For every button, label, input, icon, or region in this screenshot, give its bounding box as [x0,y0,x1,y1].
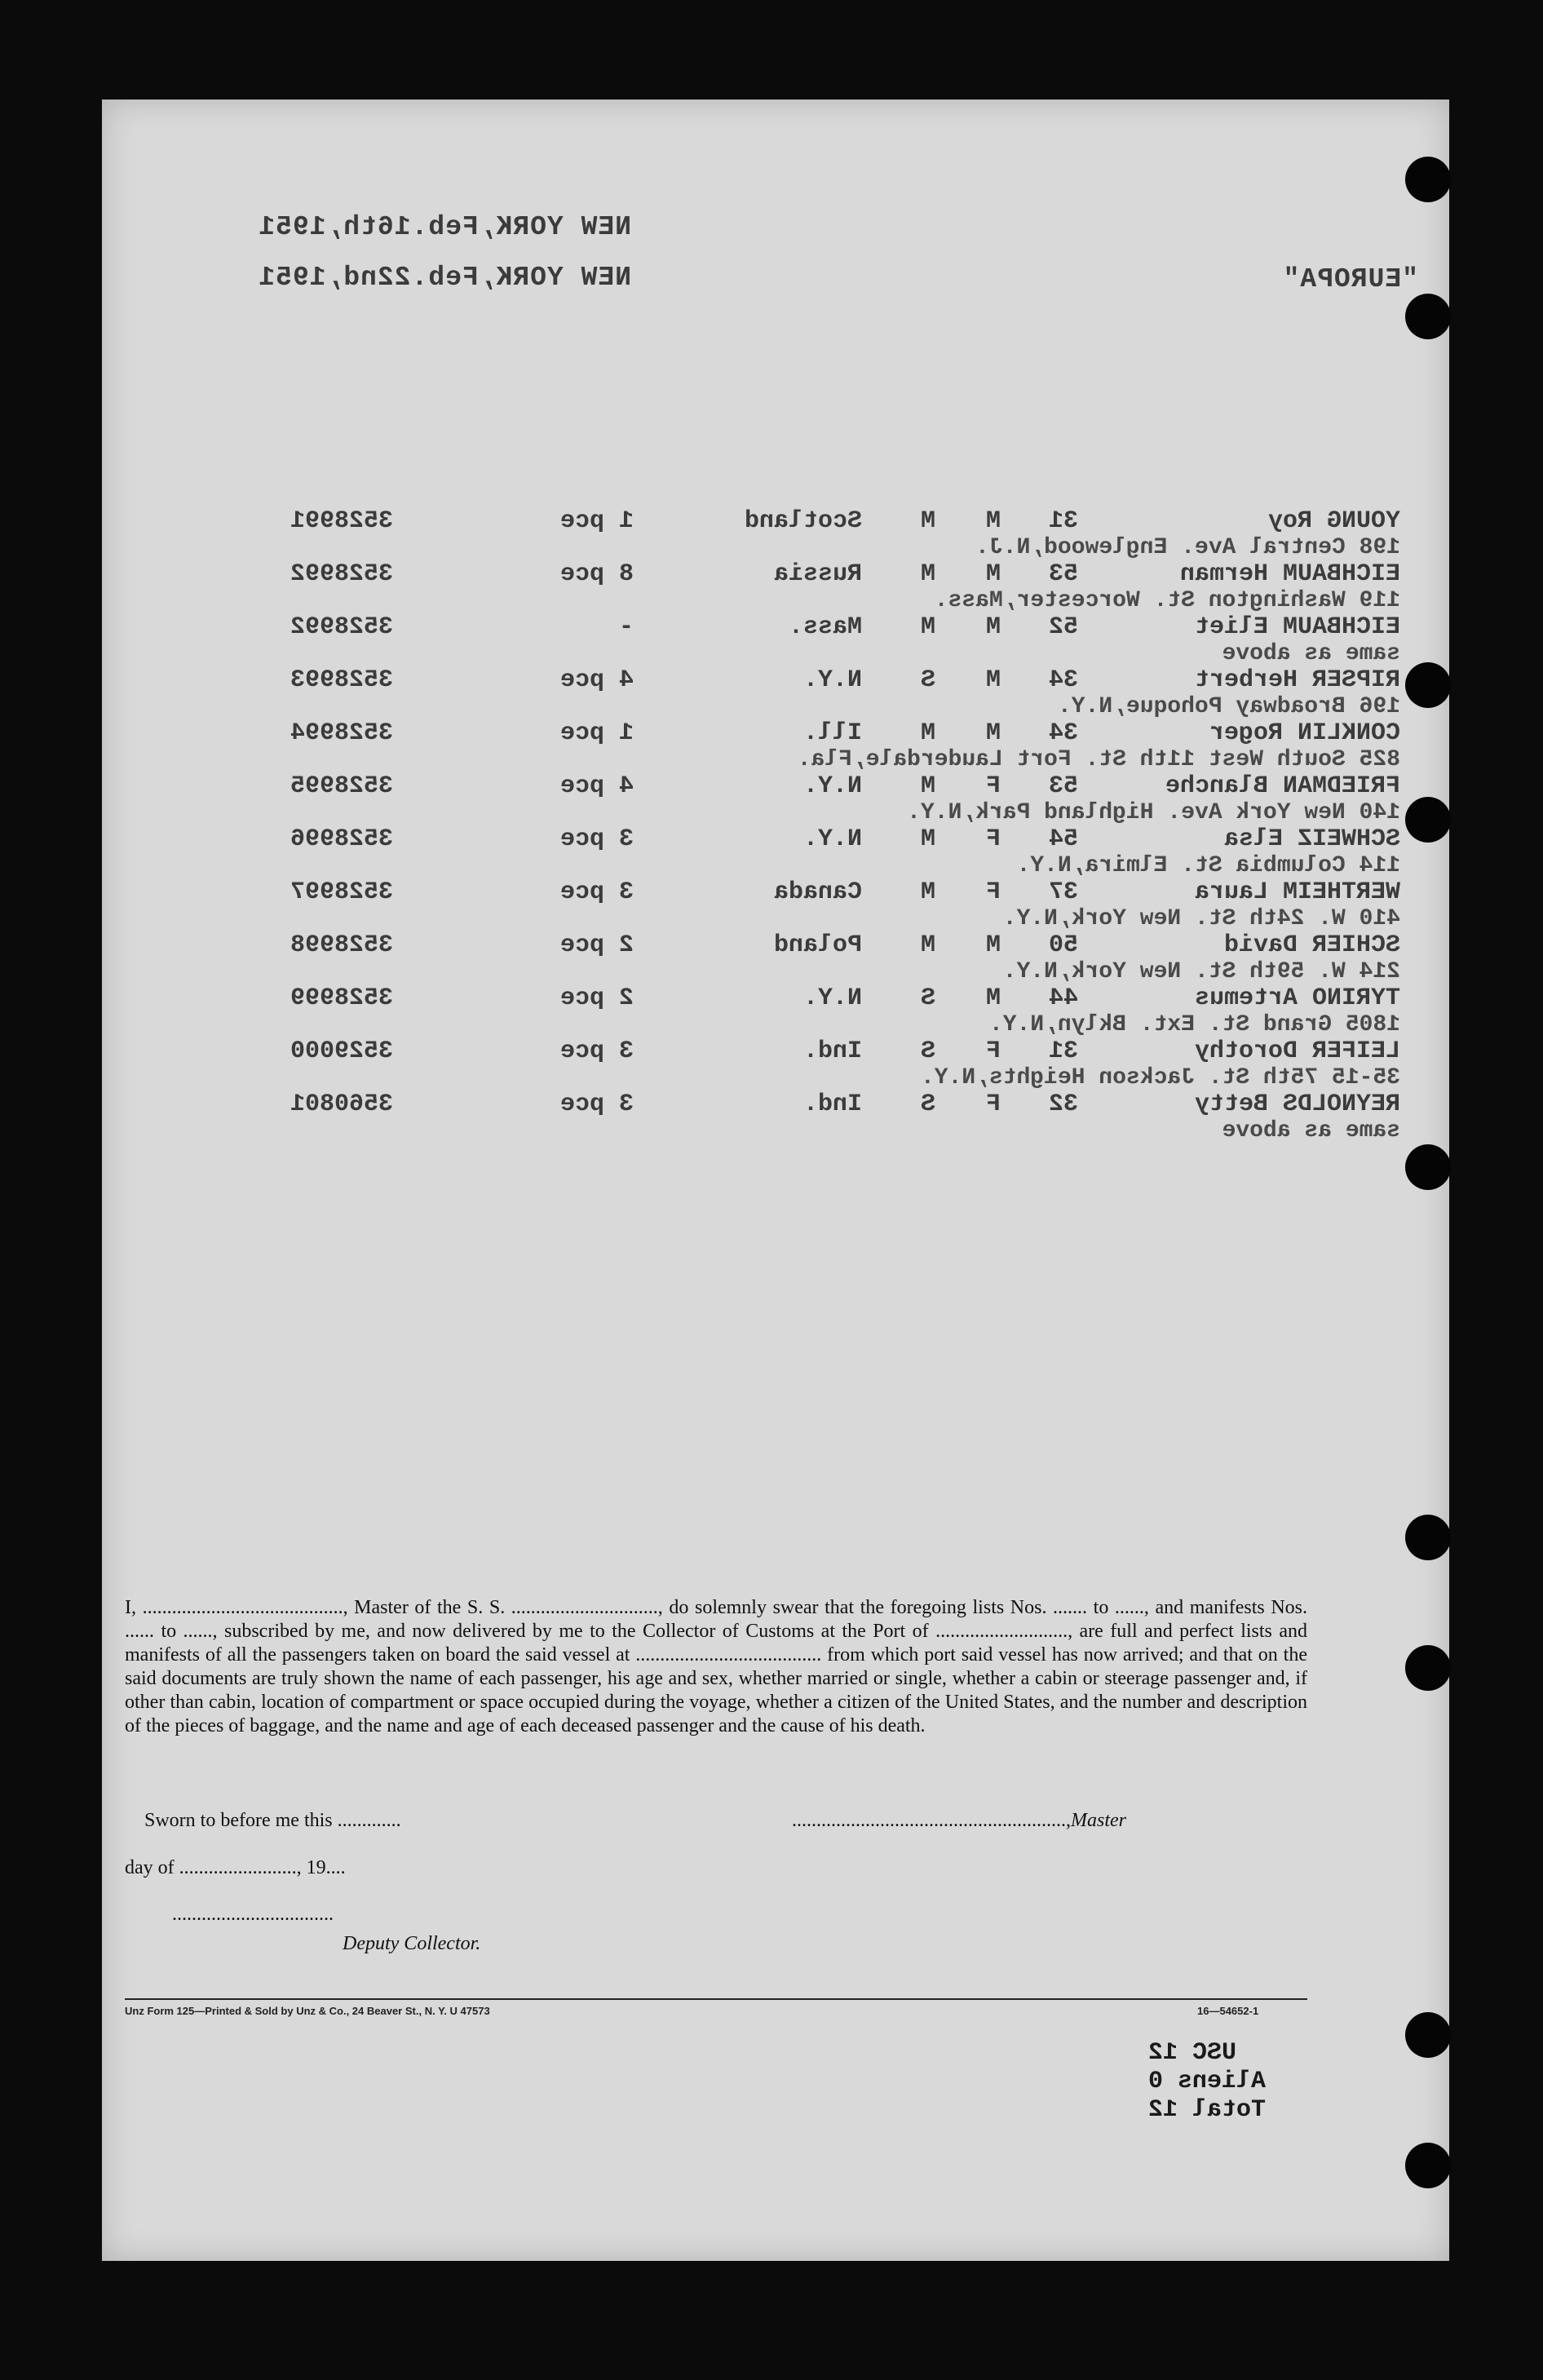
punch-hole [1405,157,1451,202]
passenger-status: M [920,719,935,747]
passenger-origin: N.Y. [802,984,862,1012]
deputy-collector-label: Deputy Collector. [343,1933,481,1954]
passenger-age: 44 [1048,984,1078,1012]
passenger-name: LEIFER Dorothy [1194,1037,1400,1065]
passenger-ticket: 3560801 [290,1090,393,1118]
punch-hole [1405,2012,1451,2058]
passenger-baggage: 4 pce [559,666,634,694]
passenger-status: M [920,931,935,959]
passenger-address: 140 New York Ave. Highland Park,N.Y. [907,800,1400,825]
passenger-address: 196 Broadway Pohoque,N.Y. [1057,694,1400,719]
passenger-status: S [920,666,935,694]
passenger-ticket: 3528995 [290,772,393,800]
oath-paragraph: I, ........................................., Master of the S. S. .............................., do solemnly swear that the foregoing lists Nos. ....... to ......, and manifests Nos. ...... to ......, subscribed by me, and now delivered by me to the Collector of Customs at the Port of ..........................., are full and perfect lists and manifests of all the passengers taken on board the said vessel at ...................................... from which port said vessel has now arrived; and that on the said documents are truly shown the name of each passenger, his age and sex, whether married or single, whether a cabin or steerage passenger and, if other than cabin, location of compartment or space occupied during the voyage, whether a citizen of the United States, and the number and description of the pieces of baggage, and the name and age of each deceased passenger and the cause of his death. [125,1597,1307,1736]
passenger-ticket: 3529000 [290,1037,393,1065]
punch-hole [1405,294,1451,339]
passenger-ticket: 3528993 [290,666,393,694]
passenger-status: S [920,1090,935,1118]
passenger-age: 32 [1048,1090,1078,1118]
sworn-line: Sworn to before me this ............. [144,1810,401,1831]
passenger-sex: F [985,1090,1001,1118]
punch-hole [1405,1144,1451,1190]
master-signature-line: ........................................................,Master [792,1810,1126,1831]
passenger-baggage: 3 pce [559,1090,634,1118]
bleed-through-text [102,100,1449,1372]
passenger-origin: Canada [773,878,862,906]
passenger-baggage: 2 pce [559,931,634,959]
arrival-header: NEW YORK,Feb.16th,1951 [258,212,631,242]
passenger-ticket: 3528992 [290,613,393,641]
passenger-address: 35-15 75th St. Jackson Heights,N.Y. [920,1065,1400,1090]
passenger-sex: F [985,878,1001,906]
deputy-dots: ................................. [172,1904,334,1925]
passenger-name: EICHBAUM Eliet [1194,613,1400,641]
manifest-page [102,100,1449,2261]
passenger-name: TYRINO Artemus [1194,984,1400,1012]
passenger-age: 31 [1048,507,1078,535]
passenger-name: EICHBAUM Herman [1179,560,1400,588]
passenger-status: M [920,825,935,853]
passenger-sex: F [985,825,1001,853]
passenger-address: 114 Columbia St. Elmira,N.Y. [1016,853,1400,878]
passenger-address: same as above [1222,1118,1400,1144]
passenger-sex: M [985,984,1001,1012]
passenger-age: 53 [1048,772,1078,800]
passenger-ticket: 3528998 [290,931,393,959]
punch-hole [1405,662,1451,708]
passenger-origin: Poland [773,931,862,959]
passenger-origin: N.Y. [802,825,862,853]
passenger-baggage: 8 pce [559,560,634,588]
passenger-status: M [920,613,935,641]
printer-line: Unz Form 125—Printed & Sold by Unz & Co., 24 Beaver St., N. Y. U 47573 [125,2005,490,2017]
passenger-status: M [920,878,935,906]
passenger-name: WERTHEIM Laura [1194,878,1400,906]
departure-header: NEW YORK,Feb.22nd,1951 [258,263,631,293]
passenger-sex: M [985,560,1001,588]
passenger-address: 119 Washington St. Worcester,Mass. [934,588,1400,613]
passenger-age: 50 [1048,931,1078,959]
passenger-origin: Russia [773,560,862,588]
passenger-baggage: 3 pce [559,1037,634,1065]
usc-count: USC 12 [1148,2039,1237,2067]
passenger-origin: Mass. [788,613,862,641]
passenger-origin: N.Y. [802,666,862,694]
passenger-origin: Ind. [802,1090,862,1118]
punch-hole [1405,1515,1451,1560]
passenger-age: 31 [1048,1037,1078,1065]
passenger-baggage: 4 pce [559,772,634,800]
form-number: 16—54652-1 [1197,2005,1259,2017]
total-count: Total 12 [1148,2096,1267,2124]
passenger-ticket: 3528996 [290,825,393,853]
passenger-sex: F [985,772,1001,800]
passenger-ticket: 3528994 [290,719,393,747]
passenger-name: SCHIER David [1223,931,1400,959]
passenger-status: S [920,1037,935,1065]
passenger-name: FRIEDMAN Blanche [1165,772,1400,800]
passenger-status: M [920,560,935,588]
passenger-age: 37 [1048,878,1078,906]
passenger-baggage: 2 pce [559,984,634,1012]
passenger-baggage: 3 pce [559,878,634,906]
passenger-name: RIPSER Herbert [1194,666,1400,694]
passenger-ticket: 3528999 [290,984,393,1012]
passenger-ticket: 3528992 [290,560,393,588]
passenger-baggage: 1 pce [559,719,634,747]
passenger-baggage: 3 pce [559,825,634,853]
passenger-name: CONKLIN Roger [1209,719,1400,747]
passenger-sex: F [985,1037,1001,1065]
passenger-sex: M [985,666,1001,694]
passenger-status: M [920,507,935,535]
passenger-origin: Scotland [744,507,862,535]
passenger-name: YOUNG Roy [1267,507,1400,535]
passenger-origin: Ill. [802,719,862,747]
passenger-age: 54 [1048,825,1078,853]
passenger-status: M [920,772,935,800]
passenger-baggage: 1 pce [559,507,634,535]
passenger-age: 34 [1048,666,1078,694]
aliens-count: Aliens 0 [1148,2068,1267,2095]
passenger-baggage: - [618,613,634,641]
passenger-address: 214 W. 59th St. New York,N.Y. [1002,959,1400,984]
passenger-ticket: 3528997 [290,878,393,906]
passenger-sex: M [985,719,1001,747]
punch-hole [1405,2143,1451,2188]
passenger-address: 410 W. 24th St. New York,N.Y. [1002,906,1400,931]
passenger-name: REYNOLDS Betty [1194,1090,1400,1118]
day-of-line: day of ........................, 19.... [125,1857,346,1878]
passenger-sex: M [985,507,1001,535]
passenger-sex: M [985,931,1001,959]
passenger-origin: Ind. [802,1037,862,1065]
ship-name: "EUROPA" [1282,264,1418,294]
passenger-age: 34 [1048,719,1078,747]
passenger-address: 825 South West 11th St. Fort Lauderdale,Fla. [797,747,1400,772]
punch-hole [1405,1645,1451,1691]
passenger-name: SCHWEIZ Elsa [1223,825,1400,853]
passenger-ticket: 3528991 [290,507,393,535]
passenger-address: same as above [1222,641,1400,666]
passenger-address: 1805 Grand St. Ext. Bklyn,N.Y. [988,1012,1400,1037]
passenger-age: 52 [1048,613,1078,641]
passenger-status: S [920,984,935,1012]
passenger-address: 198 Central Ave. Englewood,N.J. [975,535,1400,560]
footer-rule [125,1998,1307,2000]
passenger-age: 53 [1048,560,1078,588]
passenger-sex: M [985,613,1001,641]
punch-hole [1405,797,1451,843]
passenger-origin: N.Y. [802,772,862,800]
